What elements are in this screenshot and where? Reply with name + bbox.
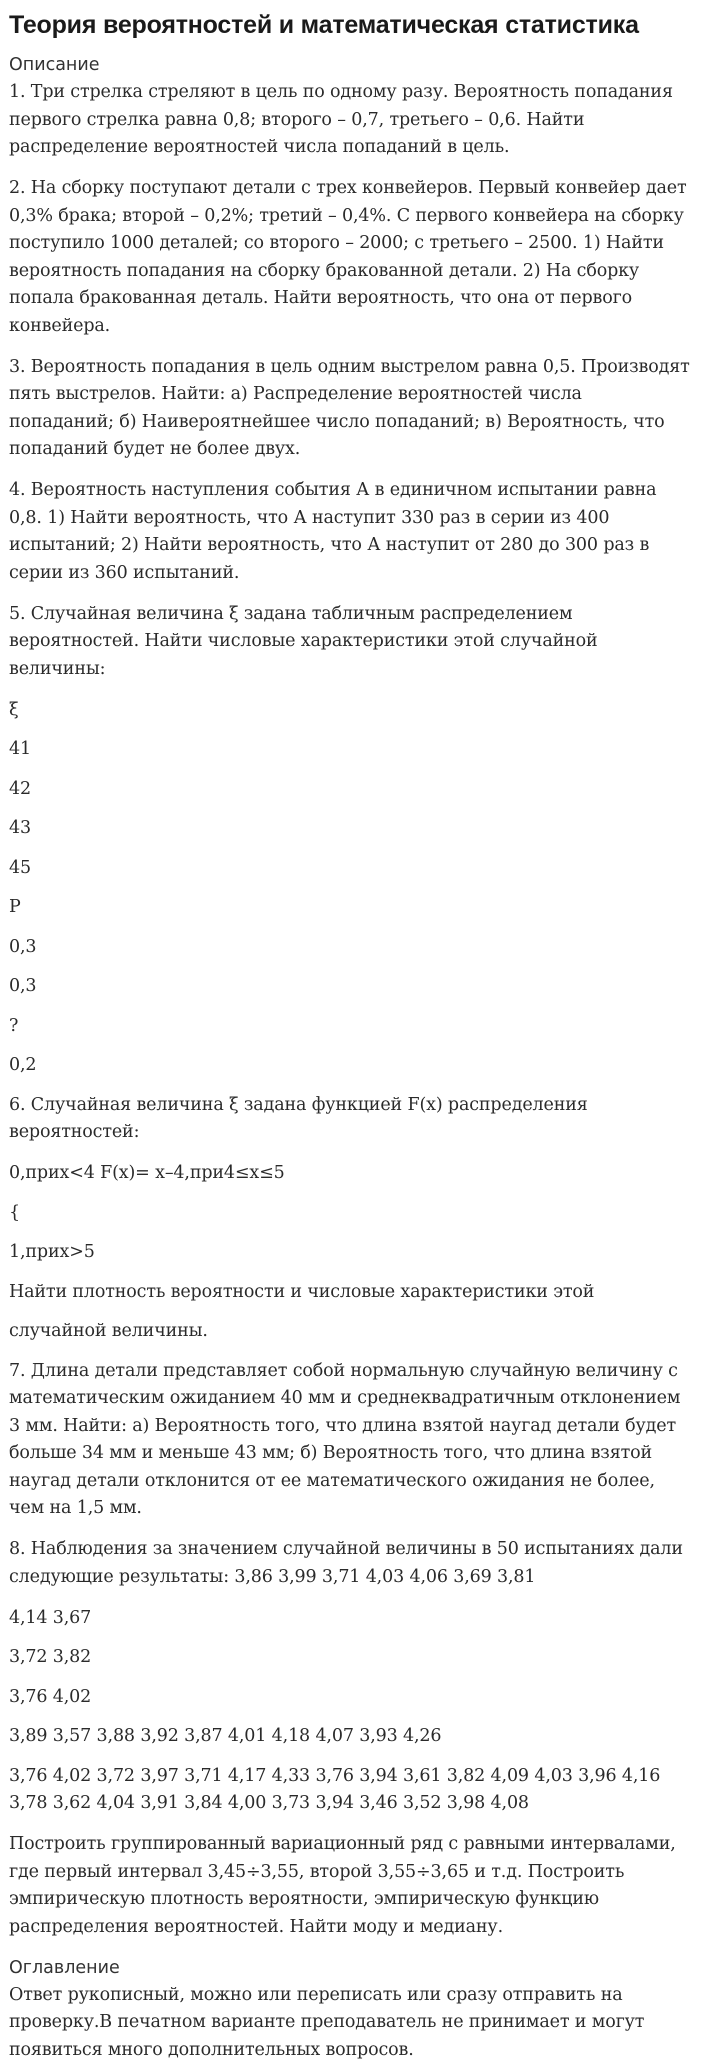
table-line: P (9, 897, 21, 917)
table-line: 0,3 (9, 936, 37, 957)
problem-2: 2. На сборку поступают детали с трех конвейеров. Первый конвейер дает 0,3% брака; второй – 0,2%; третий – 0,4%. С первого конвейера на сборку поступило 1000 деталей; со второго – 2000; с третьего – 2500. 1) Найти вероятность попадания на сборку бракованной детали. 2) На сборку попала бракованная деталь. Найти вероятность, что она от первого конвейера. (9, 178, 687, 336)
problem-6-line: случайной величины. (9, 1321, 208, 1341)
table-line: 0,3 (9, 976, 37, 996)
table-line: 43 (9, 818, 31, 838)
problem-8-task: Построить группированный вариационный ряд с равными интервалами, где первый интервал 3,45÷3,55, второй 3,55÷3,65 и т.д. Построить эмпирическую плотность вероятности, эмпирическую функцию распределения вероятностей. Найти моду и медиану. (9, 1834, 676, 1937)
table-line: ? (9, 1015, 19, 1036)
problem-5: 5. Случайная величина ξ задана табличным распределением вероятностей. Найти числовые характеристики этой случайной величины: (9, 603, 598, 679)
problem-1: 1. Три стрелка стреляют в цель по одному разу. Вероятность попадания первого стрелка равна 0,8; второго – 0,7, третьего – 0,6. Найти распределение вероятностей числа попаданий в цель. (9, 82, 673, 157)
table-line: 41 (9, 739, 31, 759)
problem-8-line: 4,14 3,67 (9, 1607, 92, 1628)
description-label: Описание (9, 55, 100, 75)
footer-note: Ответ рукописный, можно или переписать или сразу отправить на проверку.В печатном варианте преподаватель не принимает и могут появиться много дополнительных вопросов. (9, 1984, 645, 2060)
problem-6-line: { (9, 1202, 20, 1223)
problem-4: 4. Вероятность наступления события А в единичном испытании равна 0,8. 1) Найти вероятность, что А наступит 330 раз в серии из 400 испытаний; 2) Найти вероятность, что А наступит от 280 до 300 раз в серии из 360 испытаний. (9, 480, 657, 583)
table-line: 42 (9, 778, 31, 799)
problem-8-line: 3,89 3,57 3,88 3,92 3,87 4,01 4,18 4,07 3,93 4,26 (9, 1726, 442, 1746)
problem-7: 7. Длина детали представляет собой нормальную случайную величину с математическим ожиданием 40 мм и среднеквадратичным отклонением 3 мм. Найти: а) Вероятность того, что длина взятой наугад детали будет больше 34 мм и меньше 43 мм; б) Вероятность того, что длина взятой наугад детали отклонится от ее математического ожидания не более, чем на 1,5 мм. (9, 1360, 681, 1518)
table-line: 0,2 (9, 1055, 37, 1075)
problem-6-line: 1,прих>5 (9, 1242, 95, 1262)
problem-6-line: Найти плотность вероятности и числовые характеристики этой (9, 1281, 595, 1302)
page-title: Теория вероятностей и математическая статистика (9, 11, 639, 39)
problem-8-values: 3,76 4,02 3,72 3,97 3,71 4,17 4,33 3,76 3,94 3,61 3,82 4,09 4,03 3,96 4,16 3,78 3,62 4,04 3,91 3,84 4,00 3,73 3,94 3,46 3,52 3,98 4,08 (9, 1765, 661, 1813)
problem-3: 3. Вероятность попадания в цель одним выстрелом равна 0,5. Производят пять выстрелов. Найти: а) Распределение вероятностей числа попаданий; б) Наивероятнейшее число попаданий; в) Вероятность, что попаданий будет не более двух. (9, 356, 690, 459)
problem-6-line: 0,прих<4 F(x)= x–4,при4≤x≤5 (9, 1163, 285, 1183)
table-line: ξ (9, 699, 19, 720)
problem-8: 8. Наблюдения за значением случайной величины в 50 испытаниях дали следующие результаты: 3,86 3,99 3,71 4,03 4,06 3,69 3,81 (9, 1539, 683, 1587)
table-line: 45 (9, 857, 31, 878)
contents-label: Оглавление (9, 1957, 120, 1978)
problem-8-line: 3,72 3,82 (9, 1647, 92, 1667)
problem-8-line: 3,76 4,02 (9, 1686, 92, 1707)
problem-6: 6. Случайная величина ξ задана функцией F(x) распределения вероятностей: (9, 1094, 588, 1142)
